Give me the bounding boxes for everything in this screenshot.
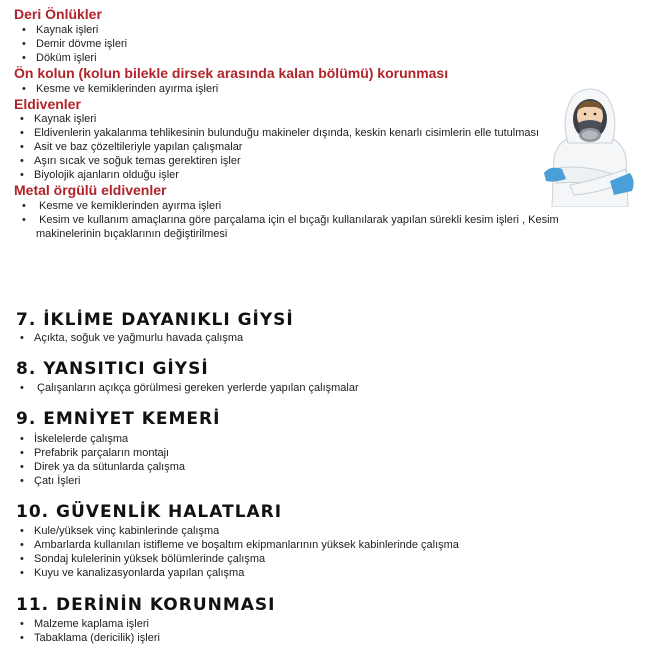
list-guvenlik-halatlari [12, 524, 459, 580]
list-item: • Malzeme kaplama işleri [12, 617, 160, 631]
list-emniyet-kemeri [12, 432, 185, 488]
hazmat-worker-icon [540, 85, 640, 207]
list-item: • Döküm işleri [14, 51, 127, 65]
list-item: • Aşırı sıcak ve soğuk temas gerektiren işler [12, 154, 542, 168]
heading-metal-orgulu-eldivenler: Metal örgülü eldivenler [14, 182, 167, 198]
list-item: • Biyolojik ajanların olduğu işler [12, 168, 542, 182]
list-item: • Kesim ve kullanım amaçlarına göre parçalama için el bıçağı kullanılarak yapılan sürekli kesim işleri , Kesim makinelerinin bıçaklarının değiştirilmesi [14, 213, 559, 241]
list-item: • Kule/yüksek vinç kabinlerinde çalışma [12, 524, 459, 538]
list-item: • Kaynak işleri [14, 23, 127, 37]
list-item: • Kesme ve kemiklerinden ayırma işleri [14, 199, 559, 213]
heading-emniyet-kemeri: 9. EMNİYET KEMERİ [16, 409, 221, 429]
heading-deri-onlukler: Deri Önlükler [14, 6, 102, 22]
list-eldivenler [12, 112, 542, 182]
list-item: • Ambarlarda kullanılan istifleme ve boşaltım ekipmanlarının yüksek kabinlerinde çalışma [12, 538, 459, 552]
heading-eldivenler: Eldivenler [14, 96, 81, 112]
list-item: • Sondaj kulelerinin yüksek bölümlerinde çalışma [12, 552, 459, 566]
list-on-kol [14, 82, 218, 96]
list-metal-orgulu [14, 199, 562, 241]
heading-yansitici-giysi: 8. YANSITICI GİYSİ [16, 359, 209, 379]
list-item: • Açıkta, soğuk ve yağmurlu havada çalışma [12, 331, 243, 345]
list-item: • Kesme ve kemiklerinden ayırma işleri [14, 82, 218, 96]
heading-iklime-dayanikli-giysi: 7. İKLİME DAYANIKLI GİYSİ [16, 310, 294, 330]
heading-guvenlik-halatlari: 10. GÜVENLİK HALATLARI [16, 502, 283, 522]
list-item: • Asit ve baz çözeltileriyle yapılan çalışmalar [12, 140, 542, 154]
list-item: • Direk ya da sütunlarda çalışma [12, 460, 185, 474]
heading-derinin-korunmasi: 11. DERİNİN KORUNMASI [16, 595, 276, 615]
list-yansitici [12, 381, 359, 395]
list-item: • Tabaklama (dericilik) işleri [12, 631, 160, 645]
list-item: • İskelelerde çalışma [12, 432, 185, 446]
protective-suit-figure [540, 85, 640, 207]
list-item: • Demir dövme işleri [14, 37, 127, 51]
list-deri-onlukler [14, 23, 127, 65]
list-item: • Çatı İşleri [12, 474, 185, 488]
list-item: • Kuyu ve kanalizasyonlarda yapılan çalışma [12, 566, 459, 580]
list-derinin-korunmasi [12, 617, 160, 645]
list-item: • Prefabrik parçaların montajı [12, 446, 185, 460]
list-item: • Çalışanların açıkça görülmesi gereken yerlerde yapılan çalışmalar [12, 381, 359, 395]
list-item: • Eldivenlerin yakalanma tehlikesinin bulunduğu makineler dışında, keskin kenarlı cisimlerin elle tutulması [12, 126, 542, 140]
heading-on-kol: Ön kolun (kolun bilekle dirsek arasında kalan bölümü) korunması [14, 65, 449, 81]
list-item: • Kaynak işleri [12, 112, 542, 126]
list-iklime-dayanikli [12, 331, 243, 345]
